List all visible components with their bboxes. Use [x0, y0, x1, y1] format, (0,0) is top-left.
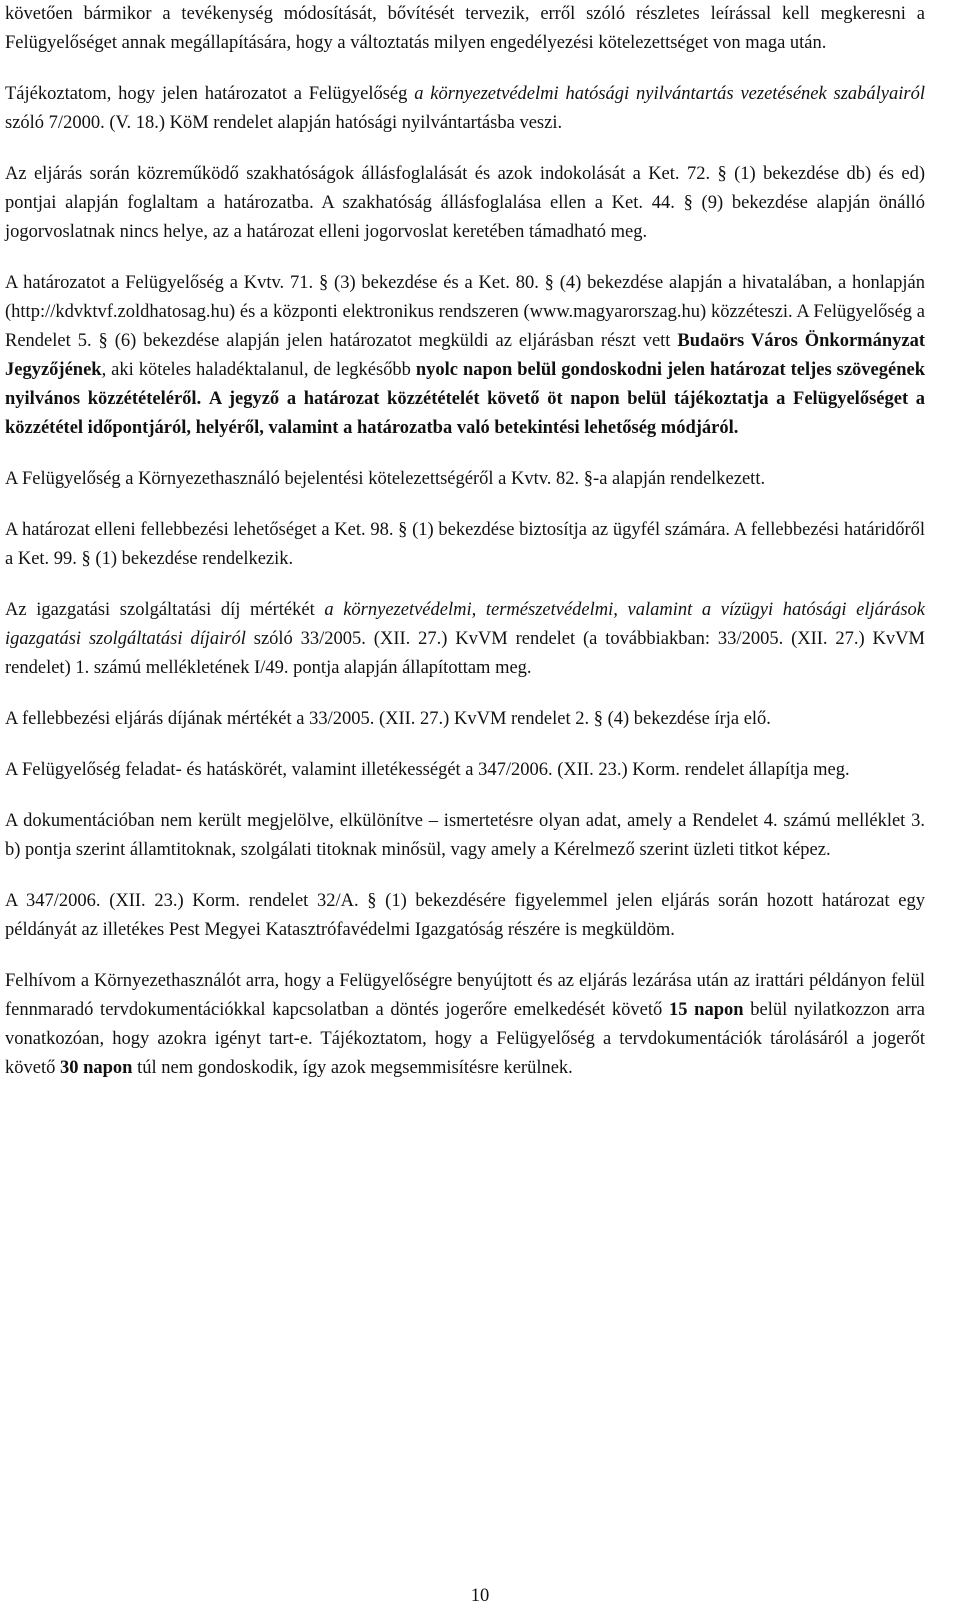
- text-run: belül nyilatkozzon arra vonatkozóan, hogy azokra igényt tart-e. Tájékoztatom, hogy a Felügyelőség a tervdokumentációk tárolásáról a jogerőt követő: [5, 1000, 925, 1078]
- text-run: túl nem gondoskodik, így azok megsemmisítésre kerülnek.: [132, 1058, 573, 1078]
- text-run: Az eljárás során közreműködő szakhatóságok állásfoglalását és azok indokolását a Ket. 72. § (1) bekezdése db) és ed) pontjai alapján foglaltam a határozatba. A szakhatóság állásfoglalása ellen a Ket. 44. § (9) bekezdése alapján önálló jogorvoslatnak nincs helye, az a határozat elleni jogorvoslat keretében támadható meg.: [5, 164, 925, 242]
- bold-text-run: Budaörs Város Önkormányzat Jegyzőjének: [5, 331, 926, 380]
- text-run: követően bármikor a tevékenység módosítását, bővítését tervezik, erről szóló részletes leírással kell megkeresni a Felügyelőséget annak megállapítására, hogy a változtatás milyen engedélyezési kötelezettséget von maga után.: [5, 4, 925, 53]
- paragraph-service-fee: [5, 596, 925, 683]
- document-body: [5, 0, 925, 1105]
- paragraph-reporting-obligation: [5, 465, 925, 494]
- text-run: A határozat elleni fellebbezési lehetőséget a Ket. 98. § (1) bekezdése biztosítja az ügyfél számára. A fellebbezési határidőről a Ket. 99. § (1) bekezdése rendelkezik.: [5, 520, 925, 569]
- text-run: , aki köteles haladéktalanul, de legkésőbb: [101, 360, 416, 380]
- text-run: Felhívom a Környezethasználót arra, hogy a Felügyelőségre benyújtott és az eljárás lezárása után az irattári példányon felül fennmaradó tervdokumentációkkal kapcsolatban a döntés jogerőre emelkedését követő: [5, 971, 925, 1020]
- text-run: A Felügyelőség a Környezethasználó bejelentési kötelezettségéről a Kvtv. 82. §-a alapján rendelkezett.: [5, 469, 766, 489]
- text-run: A Felügyelőség feladat- és hatáskörét, valamint illetékességét a 347/2006. (XII. 23.) Korm. rendelet állapítja meg.: [5, 760, 850, 780]
- bold-text-run: 30 napon: [59, 1058, 133, 1078]
- paragraph-registry-notice: [5, 80, 925, 138]
- paragraph-competence: [5, 756, 925, 785]
- text-run: A dokumentációban nem került megjelölve, elkülönítve – ismertetésre olyan adat, amely a Rendelet 4. számú melléklet 3. b) pontja szerint államtitoknak, szolgálati titoknak minősül, vagy amely a Kérelmező szerint üzleti titkot képez.: [5, 811, 925, 860]
- text-run: [201, 389, 209, 409]
- paragraph-intro-continuation: [5, 0, 925, 58]
- page-number: 10: [470, 1586, 490, 1606]
- paragraph-documentation-storage: [5, 967, 925, 1083]
- paragraph-confidential-data: [5, 807, 925, 865]
- paragraph-appeal-right: [5, 516, 925, 574]
- text-run: szóló 33/2005. (XII. 27.) KvVM rendelet (a továbbiakban: 33/2005. (XII. 27.) KvVM rendelet) 1. számú mellékletének I/49. pontja alapján állapítottam meg.: [5, 629, 925, 678]
- text-run: A fellebbezési eljárás díjának mértékét a 33/2005. (XII. 27.) KvVM rendelet 2. § (4) bekezdése írja elő.: [5, 709, 771, 729]
- bold-text-run: A jegyző a határozat közzétételét követő öt napon belül tájékoztatja a Felügyelőséget a közzététel időpontjáról, helyéről, valamint a határozatba való betekintési lehetőség módjáról.: [5, 389, 925, 438]
- text-run: Tájékoztatom, hogy jelen határozatot a Felügyelőség: [5, 84, 415, 104]
- text-run: A 347/2006. (XII. 23.) Korm. rendelet 32/A. § (1) bekezdésére figyelemmel jelen eljárás során hozott határozat egy példányát az illetékes Pest Megyei Katasztrófavédelmi Igazgatóság részére is megküldöm.: [5, 891, 925, 940]
- text-run: szóló 7/2000. (V. 18.) KöM rendelet alapján hatósági nyilvántartásba veszi.: [5, 113, 563, 133]
- paragraph-appeal-fee: [5, 705, 925, 734]
- text-run: Az igazgatási szolgáltatási díj mértékét: [5, 600, 325, 620]
- bold-text-run: nyolc napon belül gondoskodni jelen határozat teljes szövegének nyilvános közzétételéről.: [5, 360, 925, 409]
- paragraph-disaster-directorate: [5, 887, 925, 945]
- bold-text-run: 15 napon: [668, 1000, 744, 1020]
- text-run: A határozatot a Felügyelőség a Kvtv. 71. § (3) bekezdése és a Ket. 80. § (4) bekezdése alapján a hivatalában, a honlapján (http://kdvktvf.zoldhatosag.hu) és a központi elektronikus rendszeren (www.magyarorszag.hu) közzéteszi. A Felügyelőség a Rendelet 5. § (6) bekezdése alapján jelen határozatot megküldi az eljárásban részt vett: [5, 273, 925, 351]
- paragraph-authority-opinions: [5, 160, 925, 247]
- italic-text-run: a környezetvédelmi, természetvédelmi, valamint a vízügyi hatósági eljárások igazgatási szolgáltatási díjairól: [5, 600, 925, 649]
- italic-text-run: a környezetvédelmi hatósági nyilvántartás vezetésének szabályairól: [414, 84, 925, 104]
- paragraph-publication: [5, 269, 925, 443]
